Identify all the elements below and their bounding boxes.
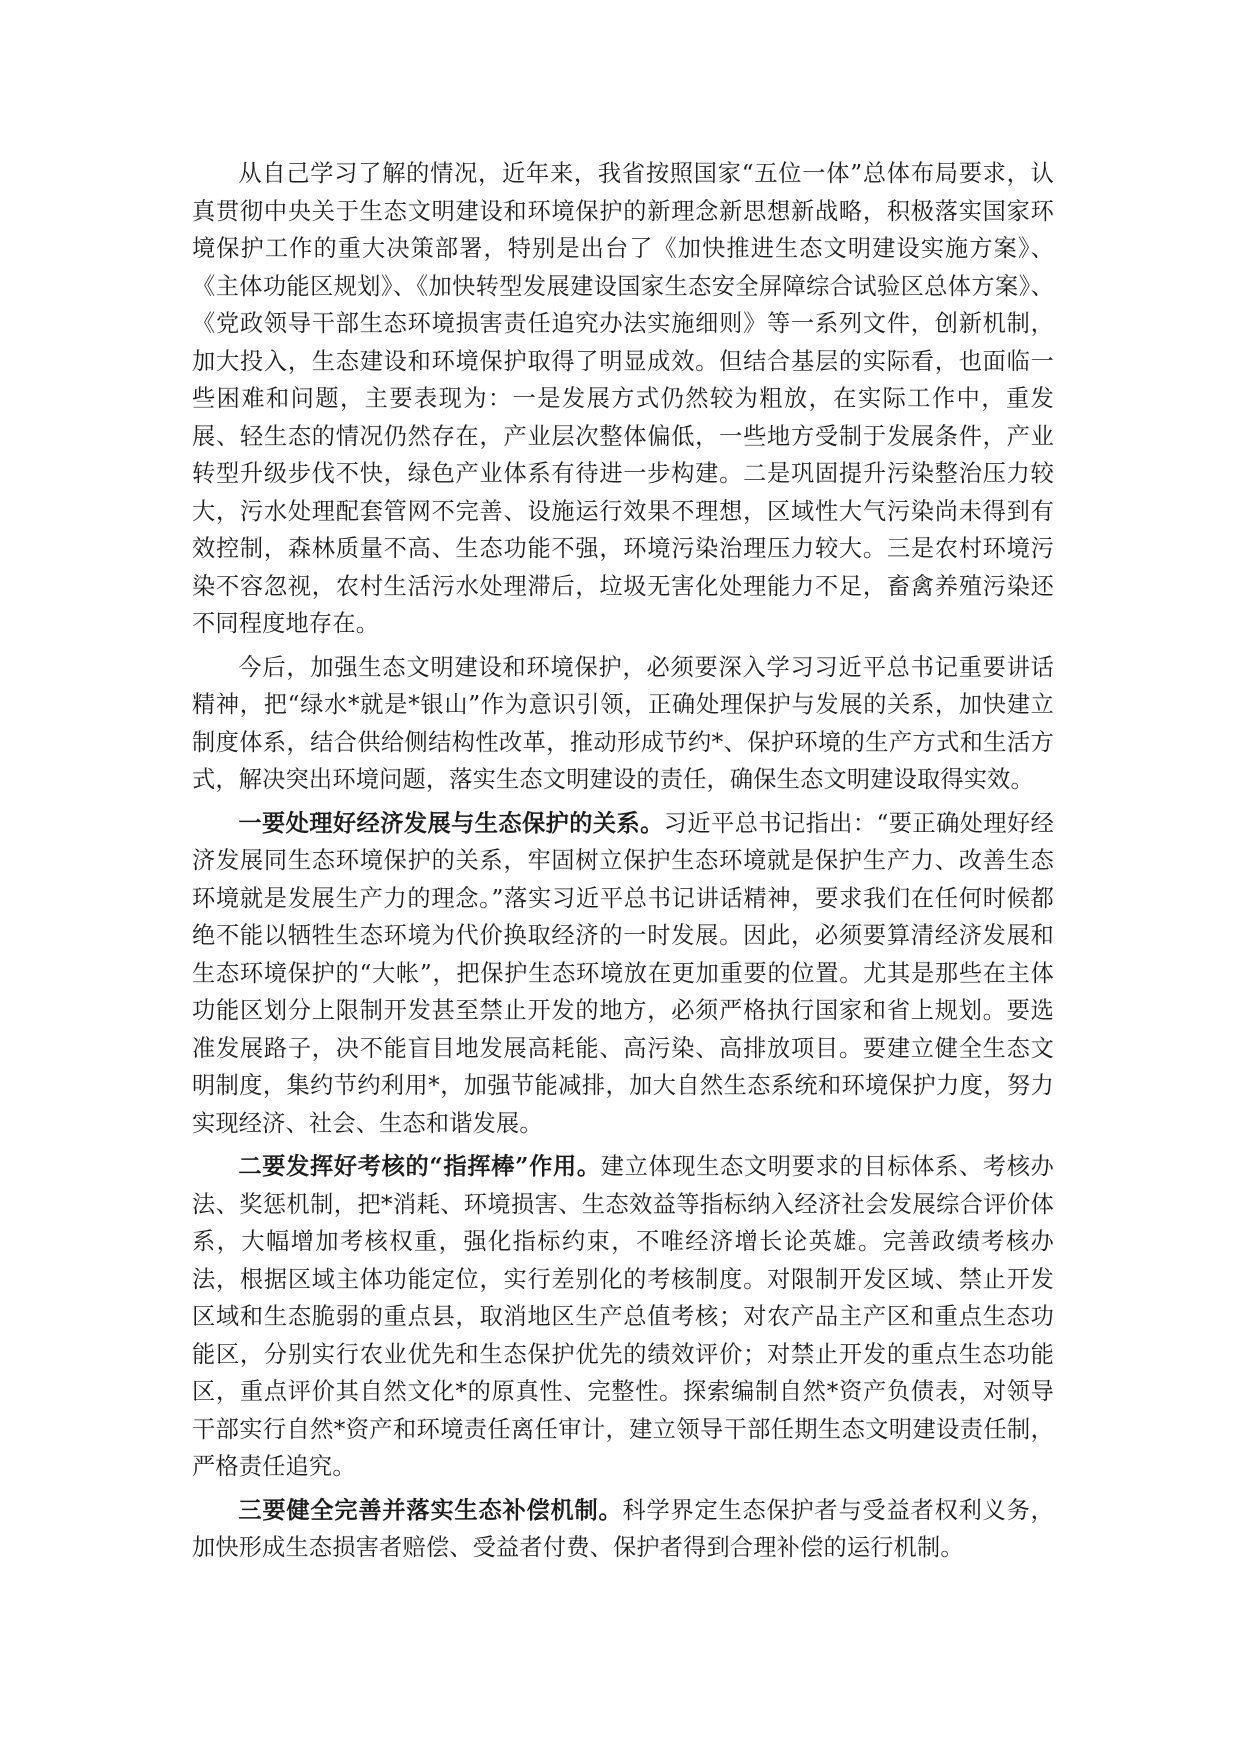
paragraph-point-two (192, 1148, 1054, 1486)
paragraph-future (192, 649, 1054, 799)
paragraph-point-three (192, 1492, 1054, 1567)
paragraph-lead: 一要处理好经济发展与生态保护的关系。 (238, 809, 664, 837)
paragraph-text: 从自己学习了解的情况，近年来，我省按照国家“五位一体”总体布局要求，认真贯彻中央关于生态文明建设和环境保护的新理念新思想新战略，积极落实国家环境保护工作的重大决策部署，特别是出台了《加快推进生态文明建设实施方案》、《主体功能区规划》、《加快转型发展建设国家生态安全屏障综合试验区总体方案》、《党政领导干部生态环境损害责任追究办法实施细则》等一系列文件，创新机制，加大投入，生态建设和环境保护取得了明显成效。但结合基层的实际看，也面临一些困难和问题，主要表现为：一是发展方式仍然较为粗放，在实际工作中，重发展、轻生态的情况仍然存在，产业层次整体偏低，一些地方受制于发展条件，产业转型升级步伐不快，绿色产业体系有待进一步构建。二是巩固提升污染整治压力较大，污水处理配套管网不完善、设施运行效果不理想，区域性大气污染尚未得到有效控制，森林质量不高、生态功能不强，环境污染治理压力较大。三是农村环境污染不容忽视，农村生活污水处理滞后，垃圾无害化处理能力不足，畜禽养殖污染还不同程度地存在。 (192, 160, 1054, 637)
paragraph-text: 科学界定生态保护者与受益者权利义务，加快形成生态损害者赔偿、受益者付费、保护者得到合理补偿的运行机制。 (192, 1496, 1054, 1561)
paragraph-situation (192, 155, 1054, 643)
paragraph-text: 今后，加强生态文明建设和环境保护，必须要深入学习习近平总书记重要讲话精神，把“绿水*就是*银山”作为意识引领，正确处理保护与发展的关系，加快建立制度体系，结合供给侧结构性改革，推动形成节约*、保护环境的生产方式和生活方式，解决突出环境问题，落实生态文明建设的责任，确保生态文明建设取得实效。 (192, 653, 1054, 793)
paragraph-lead: 二要发挥好考核的“指挥棒”作用。 (238, 1153, 601, 1180)
paragraph-point-one (192, 805, 1054, 1143)
document-page (192, 155, 1054, 1573)
paragraph-text: 建立体现生态文明要求的目标体系、考核办法、奖惩机制，把*消耗、环境损害、生态效益等指标纳入经济社会发展综合评价体系，大幅增加考核权重，强化指标约束，不唯经济增长论英雄。完善政绩考核办法，根据区域主体功能定位，实行差别化的考核制度。对限制开发区域、禁止开发区域和生态脆弱的重点县，取消地区生产总值考核；对农产品主产区和重点生态功能区，分别实行农业优先和生态保护优先的绩效评价；对禁止开发的重点生态功能区，重点评价其自然文化*的原真性、完整性。探索编制自然*资产负债表，对领导干部实行自然*资产和环境责任离任审计，建立领导干部任期生态文明建设责任制，严格责任追究。 (192, 1153, 1054, 1480)
paragraph-lead: 三要健全完善并落实生态补偿机制。 (238, 1496, 623, 1524)
paragraph-text: 习近平总书记指出：“要正确处理好经济发展同生态环境保护的关系，牢固树立保护生态环境就是保护生产力、改善生态环境就是发展生产力的理念。”落实习近平总书记讲话精神，要求我们在任何时候都绝不能以牺牲生态环境为代价换取经济的一时发展。因此，必须要算清经济发展和生态环境保护的“大帐”，把保护生态环境放在更加重要的位置。尤其是那些在主体功能区划分上限制开发甚至禁止开发的地方，必须严格执行国家和省上规划。要选准发展路子，决不能盲目地发展高耗能、高污染、高排放项目。要建立健全生态文明制度，集约节约利用*，加强节能减排，加大自然生态系统和环境保护力度，努力实现经济、社会、生态和谐发展。 (192, 809, 1054, 1137)
